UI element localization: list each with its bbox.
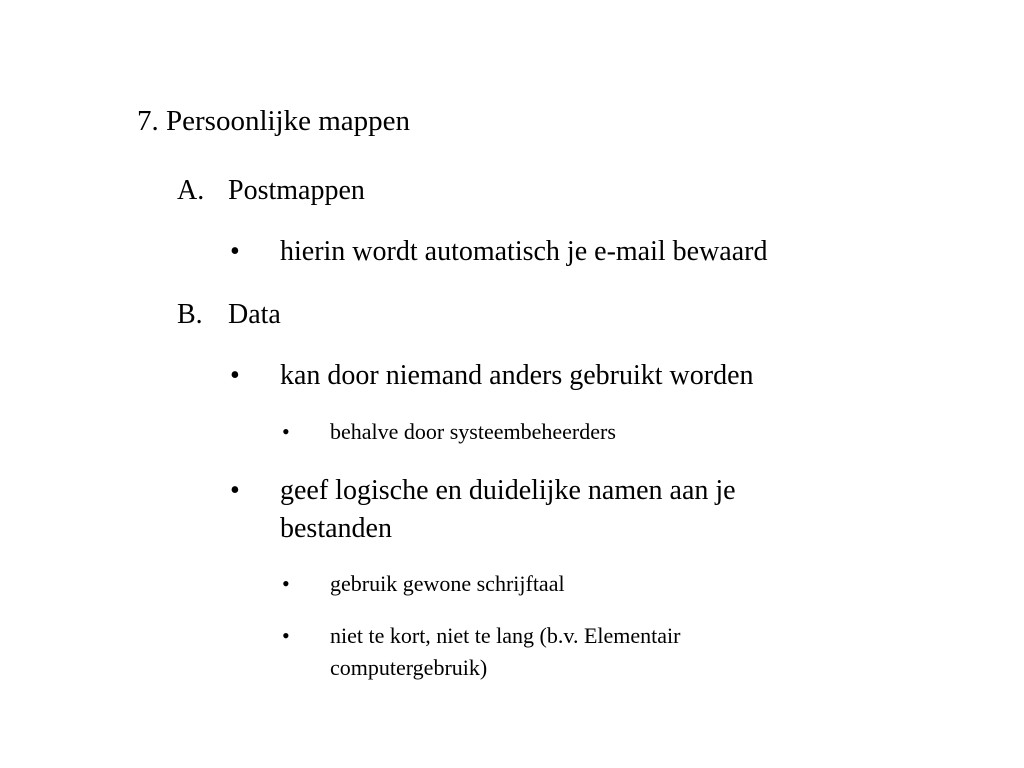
slide-title: 7. Persoonlijke mappen xyxy=(137,105,411,137)
bullet-icon: • xyxy=(282,623,290,648)
bullet-icon: • xyxy=(230,475,240,506)
bullet-icon: • xyxy=(282,571,290,596)
sub-bullet-text: gebruik gewone schrijftaal xyxy=(330,571,565,596)
section-marker: A. xyxy=(177,175,205,206)
bullet-icon: • xyxy=(230,360,240,391)
sub-bullet-text: niet te kort, niet te lang (b.v. Elementair computergebruik) xyxy=(330,623,681,680)
bullet-icon: • xyxy=(230,236,240,267)
section-label: Data xyxy=(228,299,281,330)
bullet-text: kan door niemand anders gebruikt worden xyxy=(280,360,754,391)
section-label: Postmappen xyxy=(228,175,365,206)
bullet-icon: • xyxy=(282,419,290,444)
sub-bullet-text: behalve door systeembeheerders xyxy=(330,419,616,444)
bullet-text: geef logische en duidelijke namen aan je bestanden xyxy=(280,475,736,544)
bullet-text: hierin wordt automatisch je e-mail bewaard xyxy=(280,236,768,267)
section-marker: B. xyxy=(177,299,203,330)
